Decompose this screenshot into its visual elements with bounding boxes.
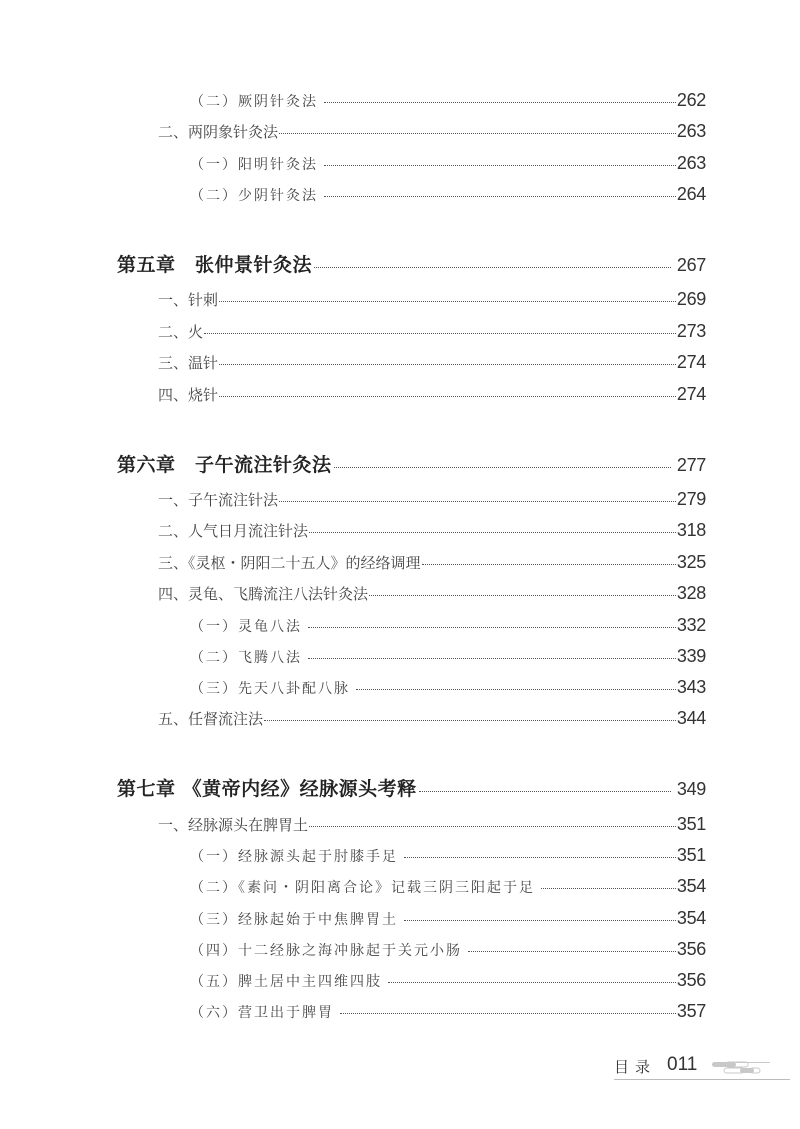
- toc-section-entry[interactable]: [158, 384, 706, 405]
- page-footer: [610, 1054, 800, 1084]
- dot-leader: [219, 363, 676, 365]
- toc-subsection-entry[interactable]: [190, 845, 706, 866]
- toc-section-entry[interactable]: [158, 520, 706, 541]
- toc-entry-page-number: 264: [676, 184, 706, 204]
- toc-subsection-entry[interactable]: [190, 1001, 706, 1022]
- dot-leader: [404, 919, 676, 921]
- toc-entry-page-number: 351: [676, 814, 706, 834]
- toc-entry-title: 第六章 子午流注针灸法: [117, 454, 332, 476]
- dot-leader: [308, 626, 676, 628]
- toc-entry-page-number: 357: [676, 1001, 706, 1021]
- toc-entry-page-number: 339: [676, 646, 706, 666]
- dot-leader: [324, 101, 676, 103]
- toc-entry-title: 一、经脉源头在脾胃土: [158, 816, 309, 834]
- toc-entry-title: 四、灵龟、飞腾流注八法针灸法: [158, 585, 369, 603]
- toc-subsection-entry[interactable]: [190, 876, 706, 897]
- toc-entry-page-number: 262: [676, 90, 706, 110]
- toc-subsection-entry[interactable]: [190, 153, 706, 174]
- dot-leader: [324, 195, 676, 197]
- toc-section-entry[interactable]: [158, 321, 706, 342]
- toc-entry-title: 一、子午流注针法: [158, 491, 279, 509]
- toc-entry-title: 二、人气日月流注针法: [158, 522, 309, 540]
- toc-entry-title: （一）灵龟八法: [190, 619, 302, 635]
- toc-entry-page-number: 274: [676, 384, 706, 404]
- toc-chapter-entry[interactable]: [117, 450, 706, 477]
- dot-leader: [219, 395, 676, 397]
- toc-entry-page-number: 354: [676, 876, 706, 896]
- toc-entry-title: 三、《灵枢・阴阳二十五人》的经络调理: [158, 554, 421, 572]
- dot-leader: [369, 594, 676, 596]
- footer-rule: [614, 1079, 790, 1080]
- toc-section-entry[interactable]: [158, 121, 706, 142]
- toc-entry-title: （二）厥阴针灸法: [190, 94, 318, 110]
- toc-entry-page-number: 273: [676, 321, 706, 341]
- toc-entry-page-number: 267: [676, 255, 706, 275]
- footer-page-number: 011: [667, 1054, 698, 1075]
- toc-chapter-entry[interactable]: [117, 774, 706, 801]
- toc-section-entry[interactable]: [158, 583, 706, 604]
- toc-entry-page-number: 277: [676, 455, 706, 475]
- toc-entry-title: 第五章 张仲景针灸法: [117, 254, 313, 276]
- toc-subsection-entry[interactable]: [190, 939, 706, 960]
- toc-entry-page-number: 318: [676, 520, 706, 540]
- toc-chapter-entry[interactable]: [117, 250, 706, 277]
- dot-leader: [279, 132, 676, 134]
- toc-subsection-entry[interactable]: [190, 970, 706, 991]
- toc-entry-page-number: 354: [676, 908, 706, 928]
- toc-subsection-entry[interactable]: [190, 908, 706, 929]
- toc-subsection-entry[interactable]: [190, 646, 706, 667]
- dot-leader: [279, 500, 676, 502]
- dot-leader: [219, 300, 676, 302]
- toc-subsection-entry[interactable]: [190, 677, 706, 698]
- dot-leader: [404, 856, 676, 858]
- dot-leader: [309, 531, 676, 533]
- toc-entry-title: （二）飞腾八法: [190, 650, 302, 666]
- dot-leader: [388, 981, 676, 983]
- toc-entry-title: （二）少阴针灸法: [190, 188, 318, 204]
- toc-entry-title: （五）脾土居中主四维四肢: [190, 974, 382, 990]
- dot-leader: [419, 790, 671, 792]
- toc-entry-page-number: 263: [676, 153, 706, 173]
- dot-leader: [334, 466, 671, 468]
- toc-section-entry[interactable]: [158, 814, 706, 835]
- dot-leader: [422, 563, 676, 565]
- toc-entry-page-number: 328: [676, 583, 706, 603]
- toc-entry-page-number: 274: [676, 352, 706, 372]
- toc-entry-page-number: 279: [676, 489, 706, 509]
- toc-entry-title: （一）阳明针灸法: [190, 157, 318, 173]
- toc-section-entry[interactable]: [158, 289, 706, 310]
- toc-entry-page-number: 349: [676, 779, 706, 799]
- toc-entry-title: 二、两阴象针灸法: [158, 123, 279, 141]
- toc-entry-title: （三）先天八卦配八脉: [190, 681, 350, 697]
- toc-entry-page-number: 351: [676, 845, 706, 865]
- dot-leader: [541, 887, 676, 889]
- toc-subsection-entry[interactable]: [190, 90, 706, 111]
- toc-entry-title: （三）经脉起始于中焦脾胃土: [190, 912, 398, 928]
- dot-leader: [204, 332, 676, 334]
- toc-entry-title: 五、任督流注法: [158, 710, 264, 728]
- dot-leader: [340, 1012, 676, 1014]
- toc-entry-title: 第七章 《黄帝内经》经脉源头考释: [117, 778, 417, 800]
- toc-entry-title: （六）营卫出于脾胃: [190, 1005, 334, 1021]
- toc-entry-page-number: 269: [676, 289, 706, 309]
- dot-leader: [264, 719, 676, 721]
- toc-subsection-entry[interactable]: [190, 184, 706, 205]
- toc-entry-page-number: 344: [676, 708, 706, 728]
- toc-section-entry[interactable]: [158, 708, 706, 729]
- toc-entry-page-number: 263: [676, 121, 706, 141]
- toc-entry-page-number: 356: [676, 970, 706, 990]
- dot-leader: [309, 825, 676, 827]
- toc-entry-title: （二）《素问・阴阳离合论》记载三阴三阳起于足: [190, 880, 535, 896]
- footer-section-title: 目录: [614, 1058, 657, 1076]
- toc-entry-title: 四、烧针: [158, 386, 219, 404]
- toc-section-entry[interactable]: [158, 489, 706, 510]
- toc-entry-page-number: 325: [676, 552, 706, 572]
- toc-entry-title: （四）十二经脉之海冲脉起于关元小肠: [190, 943, 462, 959]
- dot-leader: [468, 950, 676, 952]
- toc-entry-title: （一）经脉源头起于肘膝手足: [190, 849, 398, 865]
- cloud-ornament-icon: [710, 1058, 770, 1078]
- toc-entry-title: 一、针刺: [158, 291, 219, 309]
- toc-entry-title: 三、温针: [158, 354, 219, 372]
- toc-section-entry[interactable]: [158, 352, 706, 373]
- toc-section-entry[interactable]: [158, 552, 706, 573]
- dot-leader: [308, 657, 676, 659]
- toc-entry-title: 二、火: [158, 323, 204, 341]
- toc-subsection-entry[interactable]: [190, 615, 706, 636]
- dot-leader: [356, 688, 676, 690]
- toc-entry-page-number: 356: [676, 939, 706, 959]
- dot-leader: [314, 266, 671, 268]
- toc-entry-page-number: 343: [676, 677, 706, 697]
- toc-entry-page-number: 332: [676, 615, 706, 635]
- dot-leader: [324, 164, 676, 166]
